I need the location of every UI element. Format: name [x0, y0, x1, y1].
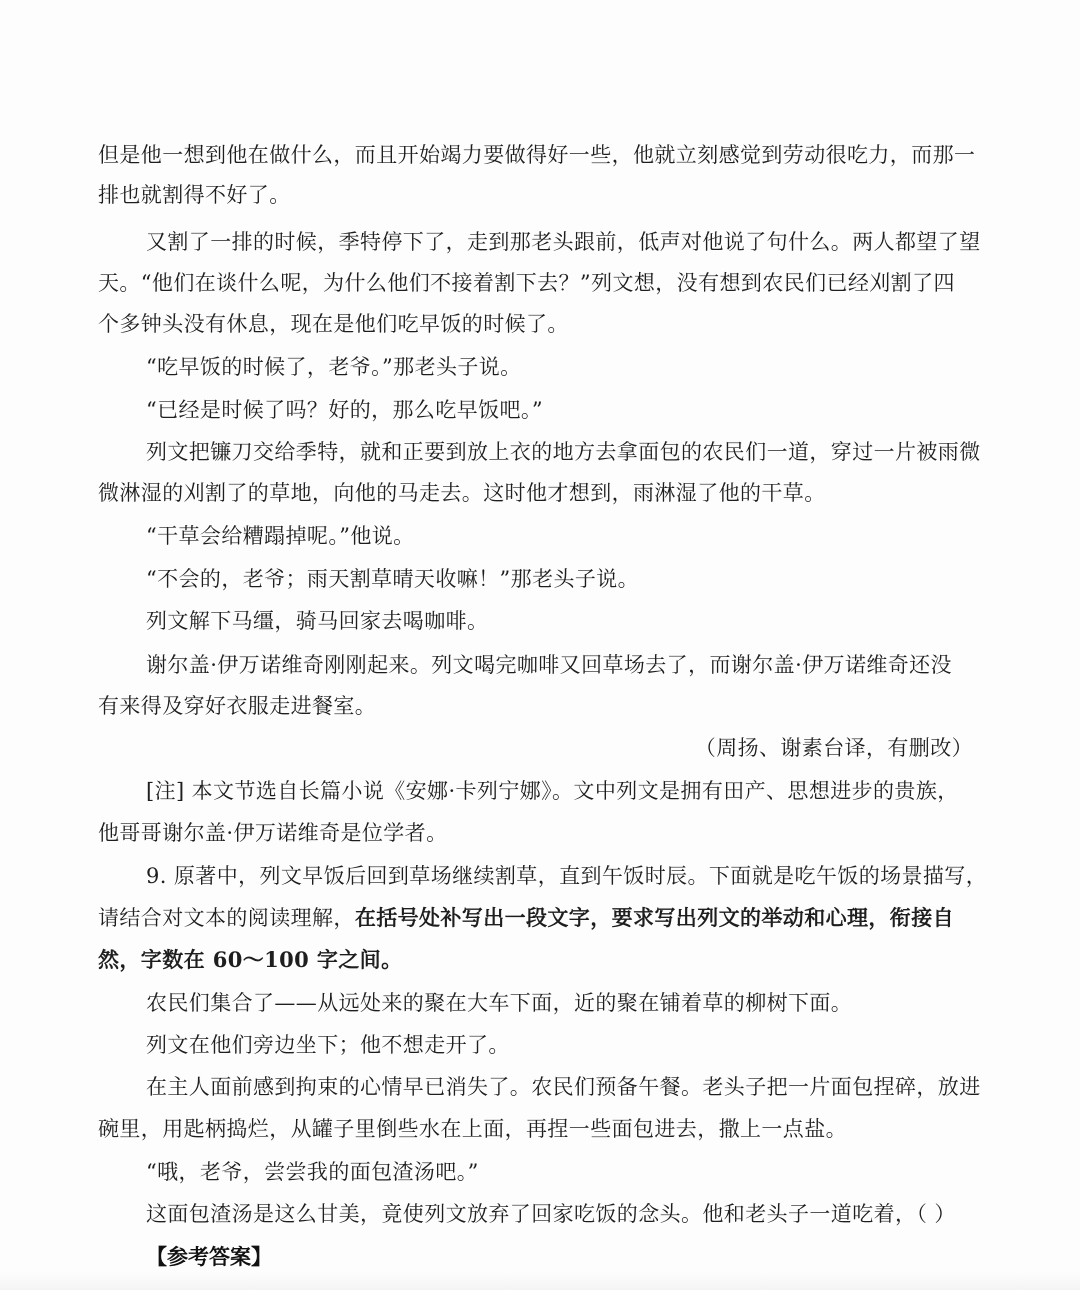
passage-line: “哦，老爷，尝尝我的面包渣汤吧。”: [146, 1160, 479, 1184]
paragraph-line: “已经是时候了吗？好的，那么吃早饭吧。”: [146, 398, 543, 422]
paragraph-line: 列文解下马缰，骑马回家去喝咖啡。: [146, 609, 489, 633]
paragraph-line: “不会的，老爷；雨天割草晴天收嘛！”那老头子说。: [146, 567, 640, 591]
paragraph-line: 天。“他们在谈什么呢，为什么他们不接着割下去？”列文想，没有想到农民们已经刈割了四: [98, 271, 955, 295]
paragraph-line: “干草会给糟蹋掉呢。”他说。: [146, 524, 415, 548]
note-line: [注] 本文节选自长篇小说《安娜·卡列宁娜》。文中列文是拥有田产、思想进步的贵族，: [146, 779, 959, 803]
source-attribution: （周扬、谢素台译，有删改）: [694, 736, 973, 760]
page-bottom-shade: [0, 1272, 1080, 1290]
question-line: [98, 903, 988, 933]
paragraph-line: “吃早饭的时候了，老爷。”那老头子说。: [146, 355, 522, 379]
question-line: 9. 原著中，列文早饭后回到草场继续割草，直到午饭时辰。下面就是吃午饭的场景描写，: [146, 864, 988, 888]
passage-line: 这面包渣汤是这么甘美，竟使列文放弃了回家吃饭的念头。他和老头子一道吃着，（ ）: [146, 1202, 956, 1226]
paragraph-line: 个多钟头没有休息，现在是他们吃早饭的时候了。: [98, 312, 569, 336]
answer-heading: 【参考答案】: [146, 1245, 272, 1269]
paragraph-line: 微淋湿的刈割了的草地，向他的马走去。这时他才想到，雨淋湿了他的干草。: [98, 481, 826, 505]
paragraph-line: 列文把镰刀交给季特，就和正要到放上衣的地方去拿面包的农民们一道，穿过一片被雨微: [146, 440, 981, 464]
note-line: 他哥哥谢尔盖·伊万诺维奇是位学者。: [98, 821, 448, 845]
question-requirement: 在括号处补写出一段文字，要求写出列文的举动和心理，衔接自: [354, 905, 955, 930]
question-requirement: 然，字数在 60～100 字之间。: [98, 947, 403, 972]
passage-line: 农民们集合了——从远处来的聚在大车下面，近的聚在铺着草的柳树下面。: [146, 991, 853, 1015]
passage-line: 列文在他们旁边坐下；他不想走开了。: [146, 1033, 510, 1057]
question-text: 请结合对文本的阅读理解，: [98, 906, 355, 930]
paragraph-line: 排也就割得不好了。: [98, 183, 291, 207]
paragraph-line: 有来得及穿好衣服走进餐室。: [98, 694, 377, 718]
paragraph-line: 谢尔盖·伊万诺维奇刚刚起来。列文喝完咖啡又回草场去了，而谢尔盖·伊万诺维奇还没: [146, 653, 952, 677]
paragraph-line: 但是他一想到他在做什么，而且开始竭力要做得好一些，他就立刻感觉到劳动很吃力，而那一: [98, 143, 976, 167]
passage-line: 在主人面前感到拘束的心情早已消失了。农民们预备午餐。老头子把一片面包捏碎，放进: [146, 1075, 981, 1099]
paragraph-line: 又割了一排的时候，季特停下了，走到那老头跟前，低声对他说了句什么。两人都望了望: [146, 230, 981, 254]
passage-line: 碗里，用匙柄捣烂，从罐子里倒些水在上面，再捏一些面包进去，撒上一点盐。: [98, 1117, 847, 1141]
